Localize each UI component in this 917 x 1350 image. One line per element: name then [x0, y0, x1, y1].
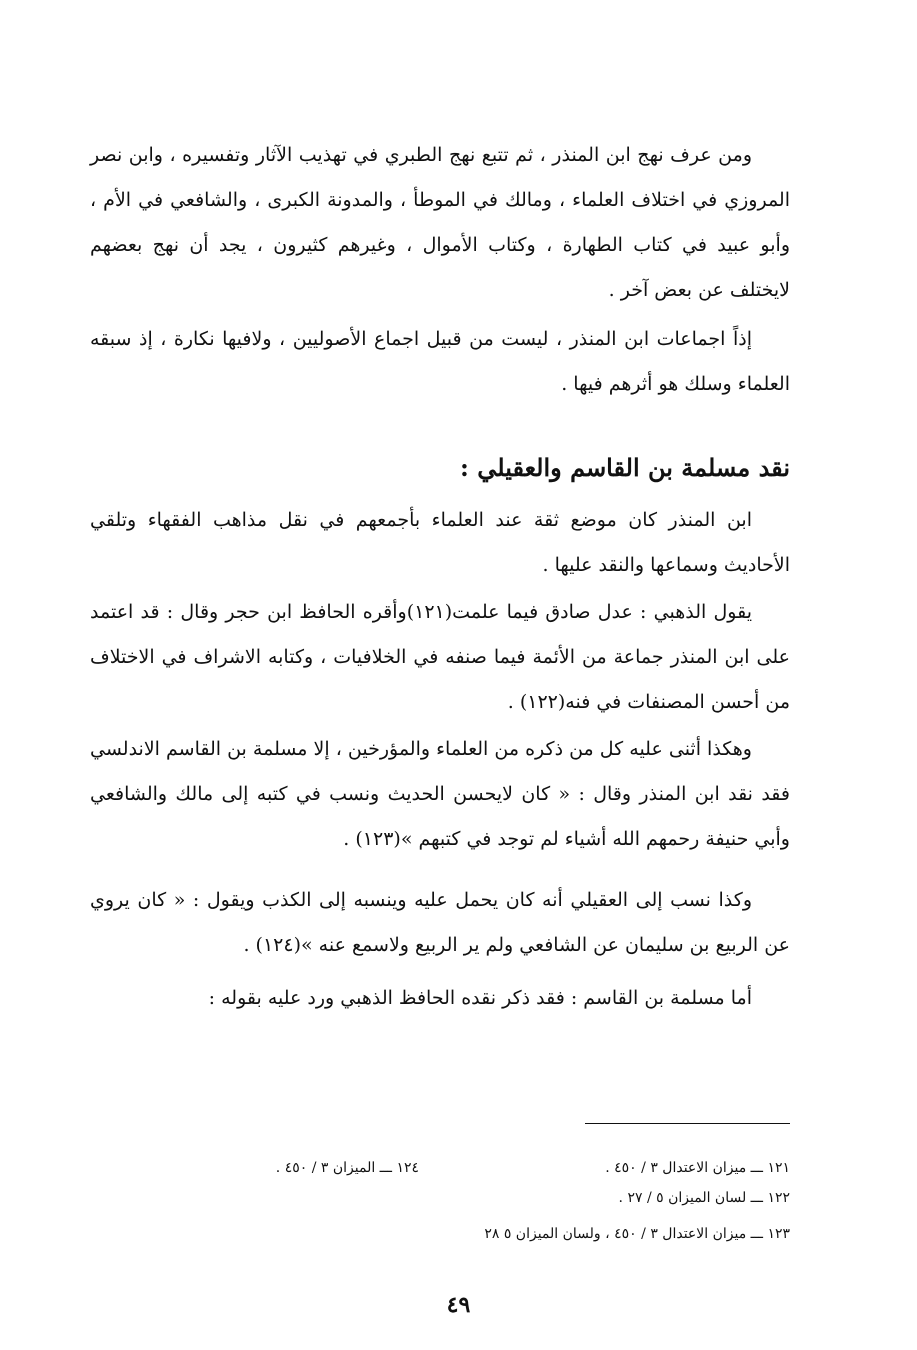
paragraph-2: إذاً اجماعات ابن المنذر ، ليست من قبيل اجماع الأصوليين ، ولافيها نكارة ، إذ سبقه العلماء وسلك هو أثرهم فيها .: [90, 328, 790, 395]
opening-text: [90, 133, 790, 407]
page-number: ٤٩: [446, 1292, 471, 1318]
footnote-122: ١٢٢ ـــ لسان الميزان ٥ / ٢٧ .: [618, 1190, 790, 1206]
paragraph-5: وهكذا أثنى عليه كل من ذكره من العلماء والمؤرخين ، إلا مسلمة بن القاسم الاندلسي فقد نقد ابن المنذر وقال : « كان لايحسن الحديث ونسب في كتبه إلى مالك والشافعي وأبي حنيفة رحمهم الله أشياء لم توجد في كتبهم »(١٢٣) .: [90, 738, 790, 850]
paragraph-1: ومن عرف نهج ابن المنذر ، ثم تتبع نهج الطبري في تهذيب الآثار وتفسيره ، وابن نصر المروزي في اختلاف العلماء ، ومالك في الموطأ ، والمدونة الكبرى ، والشافعي في الأم ، وأبو عبيد في كتاب الطهارة ، وكتاب الأموال ، وغيرهم كثيرون ، يجد أن نهج بعضهم لايختلف عن بعض آخر .: [90, 144, 790, 301]
footnote-121: ١٢١ ـــ ميزان الاعتدال ٣ / ٤٥٠ .: [605, 1160, 790, 1176]
paragraph-4: يقول الذهبي : عدل صادق فيما علمت(١٢١)وأقره الحافظ ابن حجر وقال : قد اعتمد على ابن المنذر جماعة من الأئمة فيما صنفه في الخلافيات ، وكتابه الاشراف في الاختلاف من أحسن المصنفات في فنه(١٢٢) .: [90, 601, 790, 713]
section-body: [90, 498, 790, 1021]
footnote-separator: [585, 1123, 790, 1124]
paragraph-6: وكذا نسب إلى العقيلي أنه كان يحمل عليه وينسبه إلى الكذب ويقول : « كان يروي عن الربيع بن سليمان عن الشافعي ولم ير الربيع ولاسمع عنه »(١٢٤) .: [90, 889, 790, 956]
paragraph-3: ابن المنذر كان موضع ثقة عند العلماء بأجمعهم في نقل مذاهب الفقهاء وتلقي الأحاديث وسماعها والنقد عليها .: [90, 509, 790, 576]
footnote-124: ١٢٤ ـــ الميزان ٣ / ٤٥٠ .: [275, 1160, 419, 1176]
paragraph-7: أما مسلمة بن القاسم : فقد ذكر نقده الحافظ الذهبي ورد عليه بقوله :: [208, 987, 752, 1009]
section-heading: نقد مسلمة بن القاسم والعقيلي :: [460, 453, 790, 482]
footnote-123: ١٢٣ ـــ ميزان الاعتدال ٣ / ٤٥٠ ، ولسان الميزان ٥ ٢٨: [484, 1226, 790, 1242]
